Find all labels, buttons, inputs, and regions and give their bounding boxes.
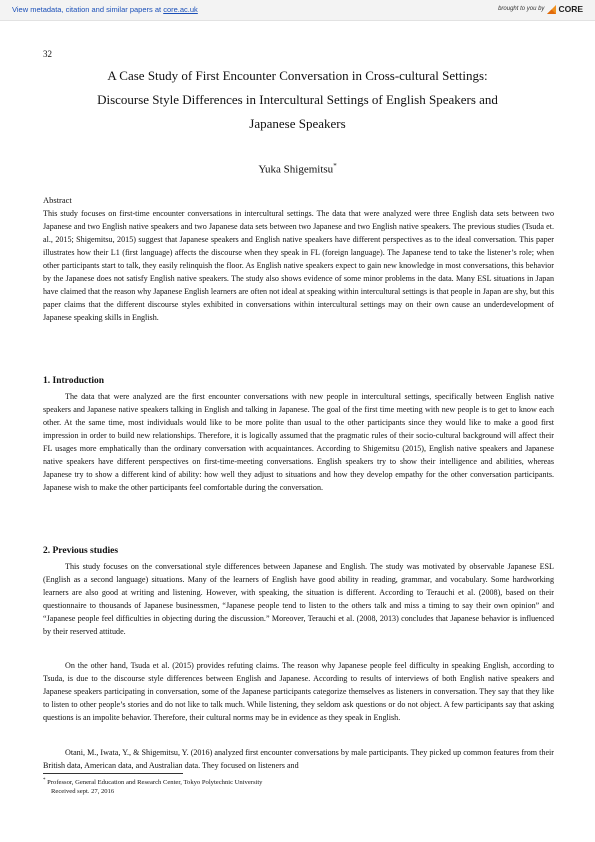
title-line-2: Discourse Style Differences in Intercultural Settings of English Speakers and — [97, 92, 498, 107]
core-logo-text: CORE — [558, 4, 583, 14]
metadata-link-text — [12, 5, 198, 14]
footnote-mark: * — [43, 778, 46, 783]
abstract-heading: Abstract — [43, 195, 72, 205]
paper-title — [40, 64, 555, 136]
footnote-received: Received sept. 27, 2016 — [51, 788, 115, 796]
previous-studies-paragraph-3: Otani, M., Iwata, Y., & Shigemitsu, Y. (2016) analyzed first encounter conversations by male participants. They picked up common features from their British data, American data, and Australian data. They focused on listeners and — [43, 748, 554, 770]
brought-by-label: brought to you by — [498, 6, 545, 12]
core-top-bar — [0, 0, 595, 21]
footnote — [43, 776, 262, 796]
introduction-paragraph: The data that were analyzed are the first encounter conversations with new people in intercultural settings, specifically between English native speakers and Japanese native speakers talking in English and talking in Japanese. The goal of the first time meeting with new people is to get to know each other. At the same time, most individuals would like to be more polite than usual to the other participants since they would like to make a good first impression in order to build new relationships. Therefore, it is logically assumed that the pragmatic rules of their socio-cultural background will affect their FL usages more emphatically than the ordinary conversation with acquaintances. According to Shigemitsu (2015), English native speakers and Japanese native speakers have different perspectives on first-time-meeting conversations. English speakers try to show their intelligence and abilities, whereas Japanese try to show a different kind of ability: how well they adjust to situations and how they develop empathy for the other conversation participants. Japanese wish to make the other participants feel comfortable during the conversation. — [43, 392, 554, 492]
core-logo-icon — [547, 5, 556, 14]
previous-studies-paragraph-1: This study focuses on the conversational style differences between Japanese and English. The study was motivated by observable Japanese ESL (English as a second language) situations. Many of the learners of English have good ability in reading, grammar, and vocabulary. Some hardworking learners are also good at writing and listening. However, with speaking, the situation is different. According to Terauchi et al. (2008), based on their questionnaire to thousands of Japanese businessmen, “Japanese people tend to listen to the others talk and miss a timing to say their own opinion” and “Japanese people feel difficulties in objecting during the discussion.” Moreover, Terauchi et al. (2008, 2013) concludes that Japanese behavior is influenced by their reserved attitude. — [43, 562, 554, 636]
metadata-prefix: View metadata, citation and similar papers at — [12, 5, 164, 14]
core-logo[interactable] — [547, 4, 583, 14]
abstract-text: This study focuses on first-time encounter conversations in intercultural settings. The data that were analyzed were three English data sets between two Japanese and two English native speakers and two Japanese data sets between two Japanese and two English native speakers. The previous studies (Tsuda et. al., 2015; Shigemitsu, 2015) suggest that Japanese speakers and English native speakers have different perspectives as to the ideal conversation. This paper illustrates how their L1 (first language) affects the discourse when they speak in FL (foreign language). The Japanese tend to take the listener’s role; when other participants start to talk, they easily relinquish the floor. As English native speakers expect to gain new knowledge in most conversations, this behavior by the Japanese does not satisfy English native speakers. The study also shows evidence of some minor problems in the data. Many ESL situations in Japan have claimed that the reason why Japanese English learners are often not ideal at speaking within intercultural settings is that people in Japan are shy, but this paper claims that the different discourse styles exhibited in conversations within intercultural settings may on their own cause an underdevelopment of Japanese speaking skills in English. — [43, 209, 554, 322]
footnote-affiliation-text: Professor, General Education and Research Center, Tokyo Polytechnic University — [47, 779, 263, 787]
author-name: Yuka Shigemitsu — [258, 163, 334, 176]
previous-studies-paragraph-2: On the other hand, Tsuda et al. (2015) provides refuting claims. The reason why Japanese people feel difficulty in speaking English, according to Tsuda, is due to the discourse style differences between English and Japanese. According to results of interviews of both English native speakers and Japanese speakers participating in conversation, some of the Japanese participants categorize themselves as listeners in conversation. They say that they like to listen to other people’s stories and do not like to talk much. While listening, they seldom ask questions or do not object. A few participants say that asking questions is an impolite behavior. Therefore, their cultural norms may be in evidence as they speak in English. — [43, 661, 554, 722]
core-ac-uk-link[interactable]: core.ac.uk — [163, 5, 198, 14]
title-line-3: Japanese Speakers — [249, 116, 346, 131]
author-footnote-mark: * — [333, 162, 337, 170]
footnote-divider — [43, 773, 183, 774]
title-line-1: A Case Study of First Encounter Conversation in Cross-cultural Settings: — [107, 68, 488, 83]
author — [0, 162, 595, 176]
footnote-affiliation — [43, 776, 262, 787]
brought-to-you-by[interactable] — [498, 4, 583, 14]
section-heading-introduction: 1. Introduction — [43, 376, 105, 386]
section-heading-previous-studies: 2. Previous studies — [43, 546, 119, 556]
page-number: 32 — [43, 49, 52, 59]
